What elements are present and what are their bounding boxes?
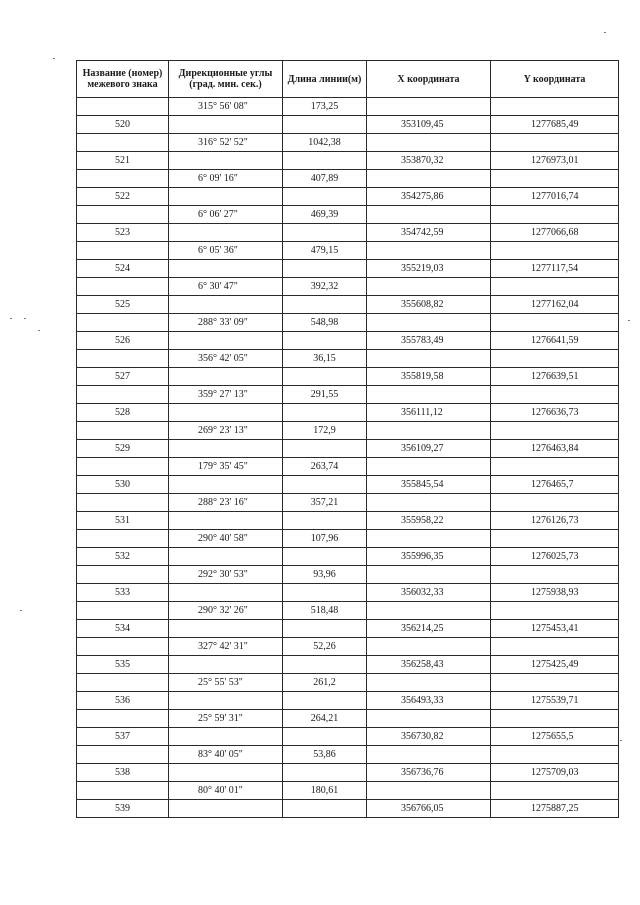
cell-y-coordinate bbox=[491, 350, 619, 368]
cell-marker-name: 533 bbox=[77, 584, 169, 602]
cell-line-length bbox=[283, 476, 367, 494]
header-x-coordinate: X координата bbox=[367, 61, 491, 98]
table-row bbox=[77, 134, 619, 152]
table-row bbox=[77, 548, 619, 566]
cell-direction-angle bbox=[169, 548, 283, 566]
table-body bbox=[77, 98, 619, 818]
cell-direction-angle bbox=[169, 728, 283, 746]
scan-speck bbox=[24, 318, 26, 319]
scan-speck bbox=[20, 610, 22, 611]
cell-y-coordinate: 1275539,71 bbox=[491, 692, 619, 710]
cell-y-coordinate bbox=[491, 782, 619, 800]
cell-x-coordinate bbox=[367, 530, 491, 548]
cell-direction-angle: 292° 30' 53" bbox=[169, 566, 283, 584]
cell-line-length bbox=[283, 800, 367, 818]
cell-marker-name: 525 bbox=[77, 296, 169, 314]
cell-marker-name bbox=[77, 350, 169, 368]
cell-line-length bbox=[283, 152, 367, 170]
table-row bbox=[77, 638, 619, 656]
cell-x-coordinate: 354742,59 bbox=[367, 224, 491, 242]
cell-x-coordinate bbox=[367, 602, 491, 620]
cell-x-coordinate: 356493,33 bbox=[367, 692, 491, 710]
cell-direction-angle: 290° 32' 26" bbox=[169, 602, 283, 620]
cell-marker-name: 520 bbox=[77, 116, 169, 134]
table-row bbox=[77, 332, 619, 350]
cell-marker-name: 526 bbox=[77, 332, 169, 350]
cell-line-length: 180,61 bbox=[283, 782, 367, 800]
cell-marker-name bbox=[77, 206, 169, 224]
cell-marker-name bbox=[77, 710, 169, 728]
table-row bbox=[77, 188, 619, 206]
cell-x-coordinate bbox=[367, 710, 491, 728]
cell-direction-angle: 6° 30' 47" bbox=[169, 278, 283, 296]
cell-direction-angle bbox=[169, 332, 283, 350]
cell-y-coordinate bbox=[491, 170, 619, 188]
cell-marker-name: 539 bbox=[77, 800, 169, 818]
cell-marker-name: 531 bbox=[77, 512, 169, 530]
cell-line-length bbox=[283, 764, 367, 782]
cell-direction-angle bbox=[169, 476, 283, 494]
table-row bbox=[77, 476, 619, 494]
cell-y-coordinate bbox=[491, 746, 619, 764]
cell-line-length: 392,32 bbox=[283, 278, 367, 296]
cell-direction-angle bbox=[169, 584, 283, 602]
cell-x-coordinate: 355783,49 bbox=[367, 332, 491, 350]
cell-marker-name bbox=[77, 242, 169, 260]
cell-direction-angle: 6° 05' 36" bbox=[169, 242, 283, 260]
table-row bbox=[77, 440, 619, 458]
cell-direction-angle: 356° 42' 05" bbox=[169, 350, 283, 368]
cell-line-length: 53,86 bbox=[283, 746, 367, 764]
cell-direction-angle bbox=[169, 188, 283, 206]
cell-line-length bbox=[283, 332, 367, 350]
cell-x-coordinate: 356109,27 bbox=[367, 440, 491, 458]
cell-marker-name: 524 bbox=[77, 260, 169, 278]
cell-line-length: 548,98 bbox=[283, 314, 367, 332]
cell-y-coordinate bbox=[491, 638, 619, 656]
cell-line-length: 36,15 bbox=[283, 350, 367, 368]
cell-marker-name bbox=[77, 170, 169, 188]
table-row bbox=[77, 800, 619, 818]
table-row bbox=[77, 98, 619, 116]
cell-y-coordinate bbox=[491, 674, 619, 692]
cell-marker-name bbox=[77, 674, 169, 692]
cell-line-length bbox=[283, 260, 367, 278]
cell-line-length bbox=[283, 440, 367, 458]
cell-line-length: 263,74 bbox=[283, 458, 367, 476]
cell-y-coordinate: 1275425,49 bbox=[491, 656, 619, 674]
cell-marker-name: 537 bbox=[77, 728, 169, 746]
cell-y-coordinate: 1276025,73 bbox=[491, 548, 619, 566]
table-header-row bbox=[77, 61, 619, 98]
cell-x-coordinate: 356111,12 bbox=[367, 404, 491, 422]
cell-direction-angle: 6° 06' 27" bbox=[169, 206, 283, 224]
cell-y-coordinate bbox=[491, 278, 619, 296]
cell-marker-name: 535 bbox=[77, 656, 169, 674]
cell-y-coordinate: 1277016,74 bbox=[491, 188, 619, 206]
scan-speck bbox=[604, 32, 606, 33]
cell-x-coordinate bbox=[367, 458, 491, 476]
cell-line-length: 172,9 bbox=[283, 422, 367, 440]
cell-y-coordinate bbox=[491, 422, 619, 440]
cell-y-coordinate: 1277117,54 bbox=[491, 260, 619, 278]
cell-marker-name bbox=[77, 746, 169, 764]
table-row bbox=[77, 116, 619, 134]
cell-line-length bbox=[283, 116, 367, 134]
header-y-coordinate: Y координата bbox=[491, 61, 619, 98]
table-row bbox=[77, 764, 619, 782]
cell-marker-name bbox=[77, 386, 169, 404]
table-row bbox=[77, 746, 619, 764]
cell-x-coordinate bbox=[367, 674, 491, 692]
cell-marker-name: 522 bbox=[77, 188, 169, 206]
table-row bbox=[77, 386, 619, 404]
cell-y-coordinate bbox=[491, 530, 619, 548]
scan-speck bbox=[628, 320, 630, 321]
cell-marker-name: 528 bbox=[77, 404, 169, 422]
table-row bbox=[77, 530, 619, 548]
cell-direction-angle bbox=[169, 620, 283, 638]
cell-y-coordinate: 1275655,5 bbox=[491, 728, 619, 746]
cell-y-coordinate bbox=[491, 98, 619, 116]
boundary-coordinates-table bbox=[76, 60, 619, 818]
cell-y-coordinate bbox=[491, 602, 619, 620]
cell-direction-angle: 83° 40' 05" bbox=[169, 746, 283, 764]
table-row bbox=[77, 566, 619, 584]
table-row bbox=[77, 512, 619, 530]
cell-marker-name bbox=[77, 530, 169, 548]
cell-marker-name: 530 bbox=[77, 476, 169, 494]
cell-y-coordinate: 1276126,73 bbox=[491, 512, 619, 530]
table-row bbox=[77, 494, 619, 512]
cell-y-coordinate: 1277685,49 bbox=[491, 116, 619, 134]
cell-line-length bbox=[283, 692, 367, 710]
cell-direction-angle: 80° 40' 01" bbox=[169, 782, 283, 800]
cell-y-coordinate: 1275709,03 bbox=[491, 764, 619, 782]
cell-line-length: 1042,38 bbox=[283, 134, 367, 152]
table-row bbox=[77, 422, 619, 440]
scan-speck bbox=[53, 58, 55, 59]
cell-x-coordinate bbox=[367, 314, 491, 332]
cell-marker-name bbox=[77, 278, 169, 296]
cell-line-length bbox=[283, 188, 367, 206]
cell-direction-angle bbox=[169, 692, 283, 710]
cell-y-coordinate: 1277066,68 bbox=[491, 224, 619, 242]
table-row bbox=[77, 728, 619, 746]
scan-speck bbox=[10, 318, 12, 319]
cell-line-length bbox=[283, 368, 367, 386]
cell-marker-name: 538 bbox=[77, 764, 169, 782]
cell-x-coordinate bbox=[367, 134, 491, 152]
cell-line-length bbox=[283, 656, 367, 674]
table-row bbox=[77, 224, 619, 242]
cell-line-length: 357,21 bbox=[283, 494, 367, 512]
cell-direction-angle bbox=[169, 512, 283, 530]
cell-marker-name bbox=[77, 566, 169, 584]
cell-direction-angle bbox=[169, 656, 283, 674]
cell-marker-name bbox=[77, 458, 169, 476]
cell-line-length: 479,15 bbox=[283, 242, 367, 260]
header-marker-name: Название (номер) межевого знака bbox=[77, 61, 169, 98]
table-row bbox=[77, 278, 619, 296]
cell-marker-name: 534 bbox=[77, 620, 169, 638]
cell-y-coordinate: 1277162,04 bbox=[491, 296, 619, 314]
cell-x-coordinate: 356730,82 bbox=[367, 728, 491, 746]
cell-x-coordinate bbox=[367, 350, 491, 368]
cell-x-coordinate: 353109,45 bbox=[367, 116, 491, 134]
table-row bbox=[77, 656, 619, 674]
cell-x-coordinate bbox=[367, 782, 491, 800]
cell-x-coordinate: 353870,32 bbox=[367, 152, 491, 170]
cell-y-coordinate: 1276641,59 bbox=[491, 332, 619, 350]
cell-direction-angle bbox=[169, 224, 283, 242]
cell-direction-angle: 290° 40' 58" bbox=[169, 530, 283, 548]
cell-marker-name bbox=[77, 782, 169, 800]
cell-marker-name: 521 bbox=[77, 152, 169, 170]
cell-line-length bbox=[283, 296, 367, 314]
cell-marker-name bbox=[77, 638, 169, 656]
cell-x-coordinate bbox=[367, 422, 491, 440]
cell-x-coordinate: 355958,22 bbox=[367, 512, 491, 530]
cell-x-coordinate bbox=[367, 242, 491, 260]
cell-x-coordinate: 355608,82 bbox=[367, 296, 491, 314]
cell-direction-angle: 25° 59' 31" bbox=[169, 710, 283, 728]
cell-line-length: 261,2 bbox=[283, 674, 367, 692]
cell-line-length: 518,48 bbox=[283, 602, 367, 620]
cell-y-coordinate bbox=[491, 566, 619, 584]
cell-x-coordinate bbox=[367, 98, 491, 116]
cell-line-length bbox=[283, 620, 367, 638]
scan-speck bbox=[38, 330, 40, 331]
cell-y-coordinate: 1275887,25 bbox=[491, 800, 619, 818]
cell-x-coordinate: 355819,58 bbox=[367, 368, 491, 386]
cell-direction-angle bbox=[169, 404, 283, 422]
scan-speck bbox=[620, 740, 622, 741]
cell-direction-angle bbox=[169, 764, 283, 782]
cell-x-coordinate bbox=[367, 170, 491, 188]
cell-direction-angle: 179° 35' 45" bbox=[169, 458, 283, 476]
table-row bbox=[77, 152, 619, 170]
cell-line-length bbox=[283, 584, 367, 602]
cell-y-coordinate bbox=[491, 206, 619, 224]
cell-y-coordinate bbox=[491, 386, 619, 404]
table-row bbox=[77, 602, 619, 620]
cell-marker-name: 532 bbox=[77, 548, 169, 566]
cell-marker-name: 527 bbox=[77, 368, 169, 386]
cell-y-coordinate bbox=[491, 242, 619, 260]
cell-direction-angle: 288° 23' 16" bbox=[169, 494, 283, 512]
cell-marker-name bbox=[77, 602, 169, 620]
cell-y-coordinate: 1276463,84 bbox=[491, 440, 619, 458]
header-line-length: Длина линии(м) bbox=[283, 61, 367, 98]
cell-marker-name: 529 bbox=[77, 440, 169, 458]
cell-direction-angle: 359° 27' 13" bbox=[169, 386, 283, 404]
cell-x-coordinate bbox=[367, 278, 491, 296]
cell-direction-angle: 288° 33' 09" bbox=[169, 314, 283, 332]
cell-direction-angle: 316° 52' 52" bbox=[169, 134, 283, 152]
cell-x-coordinate: 356032,33 bbox=[367, 584, 491, 602]
cell-y-coordinate bbox=[491, 134, 619, 152]
cell-direction-angle: 269° 23' 13" bbox=[169, 422, 283, 440]
cell-x-coordinate bbox=[367, 746, 491, 764]
cell-direction-angle bbox=[169, 260, 283, 278]
cell-x-coordinate: 355219,03 bbox=[367, 260, 491, 278]
cell-x-coordinate bbox=[367, 638, 491, 656]
table-row bbox=[77, 350, 619, 368]
table-row bbox=[77, 404, 619, 422]
cell-y-coordinate: 1276973,01 bbox=[491, 152, 619, 170]
cell-direction-angle: 327° 42' 31" bbox=[169, 638, 283, 656]
cell-direction-angle bbox=[169, 368, 283, 386]
cell-marker-name: 536 bbox=[77, 692, 169, 710]
cell-line-length: 107,96 bbox=[283, 530, 367, 548]
cell-line-length: 93,96 bbox=[283, 566, 367, 584]
cell-y-coordinate bbox=[491, 710, 619, 728]
cell-direction-angle: 315° 56' 08" bbox=[169, 98, 283, 116]
cell-direction-angle bbox=[169, 296, 283, 314]
table-row bbox=[77, 620, 619, 638]
cell-direction-angle bbox=[169, 152, 283, 170]
cell-x-coordinate bbox=[367, 206, 491, 224]
table-row bbox=[77, 206, 619, 224]
table-row bbox=[77, 368, 619, 386]
cell-x-coordinate bbox=[367, 386, 491, 404]
cell-x-coordinate: 356258,43 bbox=[367, 656, 491, 674]
cell-marker-name bbox=[77, 494, 169, 512]
cell-direction-angle: 6° 09' 16" bbox=[169, 170, 283, 188]
cell-y-coordinate: 1275938,93 bbox=[491, 584, 619, 602]
cell-x-coordinate bbox=[367, 494, 491, 512]
cell-y-coordinate: 1275453,41 bbox=[491, 620, 619, 638]
table-row bbox=[77, 710, 619, 728]
table-row bbox=[77, 458, 619, 476]
cell-x-coordinate: 356736,76 bbox=[367, 764, 491, 782]
table-row bbox=[77, 170, 619, 188]
table-row bbox=[77, 314, 619, 332]
cell-line-length bbox=[283, 728, 367, 746]
cell-line-length: 407,89 bbox=[283, 170, 367, 188]
table-row bbox=[77, 260, 619, 278]
cell-direction-angle bbox=[169, 440, 283, 458]
table-row bbox=[77, 692, 619, 710]
cell-marker-name bbox=[77, 314, 169, 332]
cell-line-length: 469,39 bbox=[283, 206, 367, 224]
cell-line-length bbox=[283, 512, 367, 530]
cell-x-coordinate: 356214,25 bbox=[367, 620, 491, 638]
cell-line-length: 52,26 bbox=[283, 638, 367, 656]
cell-x-coordinate bbox=[367, 566, 491, 584]
cell-line-length: 173,25 bbox=[283, 98, 367, 116]
cell-x-coordinate: 355845,54 bbox=[367, 476, 491, 494]
cell-line-length bbox=[283, 548, 367, 566]
cell-direction-angle bbox=[169, 800, 283, 818]
header-direction-angle: Дирекционные углы (град. мин. сек.) bbox=[169, 61, 283, 98]
cell-line-length bbox=[283, 224, 367, 242]
cell-y-coordinate: 1276636,73 bbox=[491, 404, 619, 422]
cell-x-coordinate: 354275,86 bbox=[367, 188, 491, 206]
cell-y-coordinate: 1276465,7 bbox=[491, 476, 619, 494]
table-row bbox=[77, 674, 619, 692]
cell-marker-name bbox=[77, 98, 169, 116]
cell-marker-name: 523 bbox=[77, 224, 169, 242]
table-row bbox=[77, 242, 619, 260]
cell-y-coordinate bbox=[491, 494, 619, 512]
cell-x-coordinate: 356766,05 bbox=[367, 800, 491, 818]
cell-y-coordinate bbox=[491, 314, 619, 332]
cell-line-length: 291,55 bbox=[283, 386, 367, 404]
cell-direction-angle: 25° 55' 53" bbox=[169, 674, 283, 692]
cell-line-length bbox=[283, 404, 367, 422]
cell-line-length: 264,21 bbox=[283, 710, 367, 728]
cell-direction-angle bbox=[169, 116, 283, 134]
cell-marker-name bbox=[77, 422, 169, 440]
cell-x-coordinate: 355996,35 bbox=[367, 548, 491, 566]
table-row bbox=[77, 296, 619, 314]
table-row bbox=[77, 584, 619, 602]
cell-marker-name bbox=[77, 134, 169, 152]
table-row bbox=[77, 782, 619, 800]
cell-y-coordinate bbox=[491, 458, 619, 476]
cell-y-coordinate: 1276639,51 bbox=[491, 368, 619, 386]
